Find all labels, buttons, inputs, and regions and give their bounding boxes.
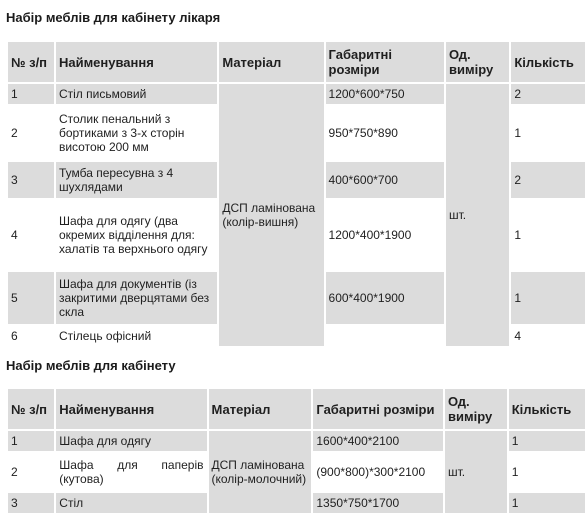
row-dimensions: 1200*400*1900	[326, 200, 444, 270]
header-name: Найменування	[56, 389, 206, 429]
section-title-office: Набір меблів для кабінету	[6, 358, 176, 373]
row-dimensions: 1600*400*2100	[313, 431, 443, 451]
row-quantity: 1	[509, 453, 585, 491]
row-number: 1	[8, 431, 54, 451]
material-cell: ДСП ламінована (колір-молочний)	[209, 431, 312, 513]
row-name: Шафа для одягу (два окремих відділення для: халатів та верхнього одягу	[56, 200, 217, 270]
header-unit: Од. виміру	[445, 389, 507, 429]
section-title-doctor-office: Набір меблів для кабінету лікаря	[6, 10, 221, 25]
row-number: 3	[8, 493, 54, 513]
header-quantity: Кількість	[509, 389, 585, 429]
row-quantity: 1	[511, 200, 585, 270]
header-material: Матеріал	[209, 389, 312, 429]
row-name: Столик пенальний з бортиками з 3-х сторін висотою 200 мм	[56, 106, 217, 160]
material-cell: ДСП ламінована (колір-вишня)	[219, 84, 323, 346]
unit-cell: шт.	[445, 431, 507, 513]
row-quantity: 2	[511, 84, 585, 104]
header-name: Найменування	[56, 42, 217, 82]
row-name: Стілець офісний	[56, 326, 217, 346]
row-name: Шафа для одягу	[56, 431, 206, 451]
table-header-row	[8, 42, 585, 82]
row-number: 5	[8, 272, 54, 324]
header-dimensions: Габаритні розміри	[326, 42, 444, 82]
header-number: № з/п	[8, 389, 54, 429]
header-dimensions: Габаритні розміри	[313, 389, 443, 429]
row-name: Стіл	[56, 493, 206, 513]
row-dimensions: 400*600*700	[326, 162, 444, 198]
row-quantity: 1	[509, 431, 585, 451]
row-name: Стіл письмовий	[56, 84, 217, 104]
header-quantity: Кількість	[511, 42, 585, 82]
row-name: Тумба пересувна з 4 шухлядами	[56, 162, 217, 198]
header-material: Матеріал	[219, 42, 323, 82]
row-number: 3	[8, 162, 54, 198]
table-row	[8, 431, 585, 451]
row-quantity: 2	[511, 162, 585, 198]
table-row	[8, 84, 585, 104]
row-dimensions: 600*400*1900	[326, 272, 444, 324]
furniture-table-doctor-office	[6, 40, 585, 348]
row-dimensions: (900*800)*300*2100	[313, 453, 443, 491]
row-name: Шафа для документів (із закритими дверцятами без скла	[56, 272, 217, 324]
row-quantity: 1	[511, 272, 585, 324]
row-dimensions	[326, 326, 444, 346]
row-number: 2	[8, 453, 54, 491]
row-quantity: 1	[509, 493, 585, 513]
unit-cell: шт.	[446, 84, 509, 346]
row-number: 6	[8, 326, 54, 346]
row-dimensions: 950*750*890	[326, 106, 444, 160]
header-number: № з/п	[8, 42, 54, 82]
row-name: Шафа для паперів (кутова)	[56, 453, 206, 491]
row-quantity: 4	[511, 326, 585, 346]
row-quantity: 1	[511, 106, 585, 160]
row-number: 4	[8, 200, 54, 270]
row-dimensions: 1200*600*750	[326, 84, 444, 104]
header-unit: Од. виміру	[446, 42, 509, 82]
row-number: 2	[8, 106, 54, 160]
table-header-row	[8, 389, 585, 429]
row-number: 1	[8, 84, 54, 104]
row-dimensions: 1350*750*1700	[313, 493, 443, 513]
furniture-table-office	[6, 387, 585, 515]
